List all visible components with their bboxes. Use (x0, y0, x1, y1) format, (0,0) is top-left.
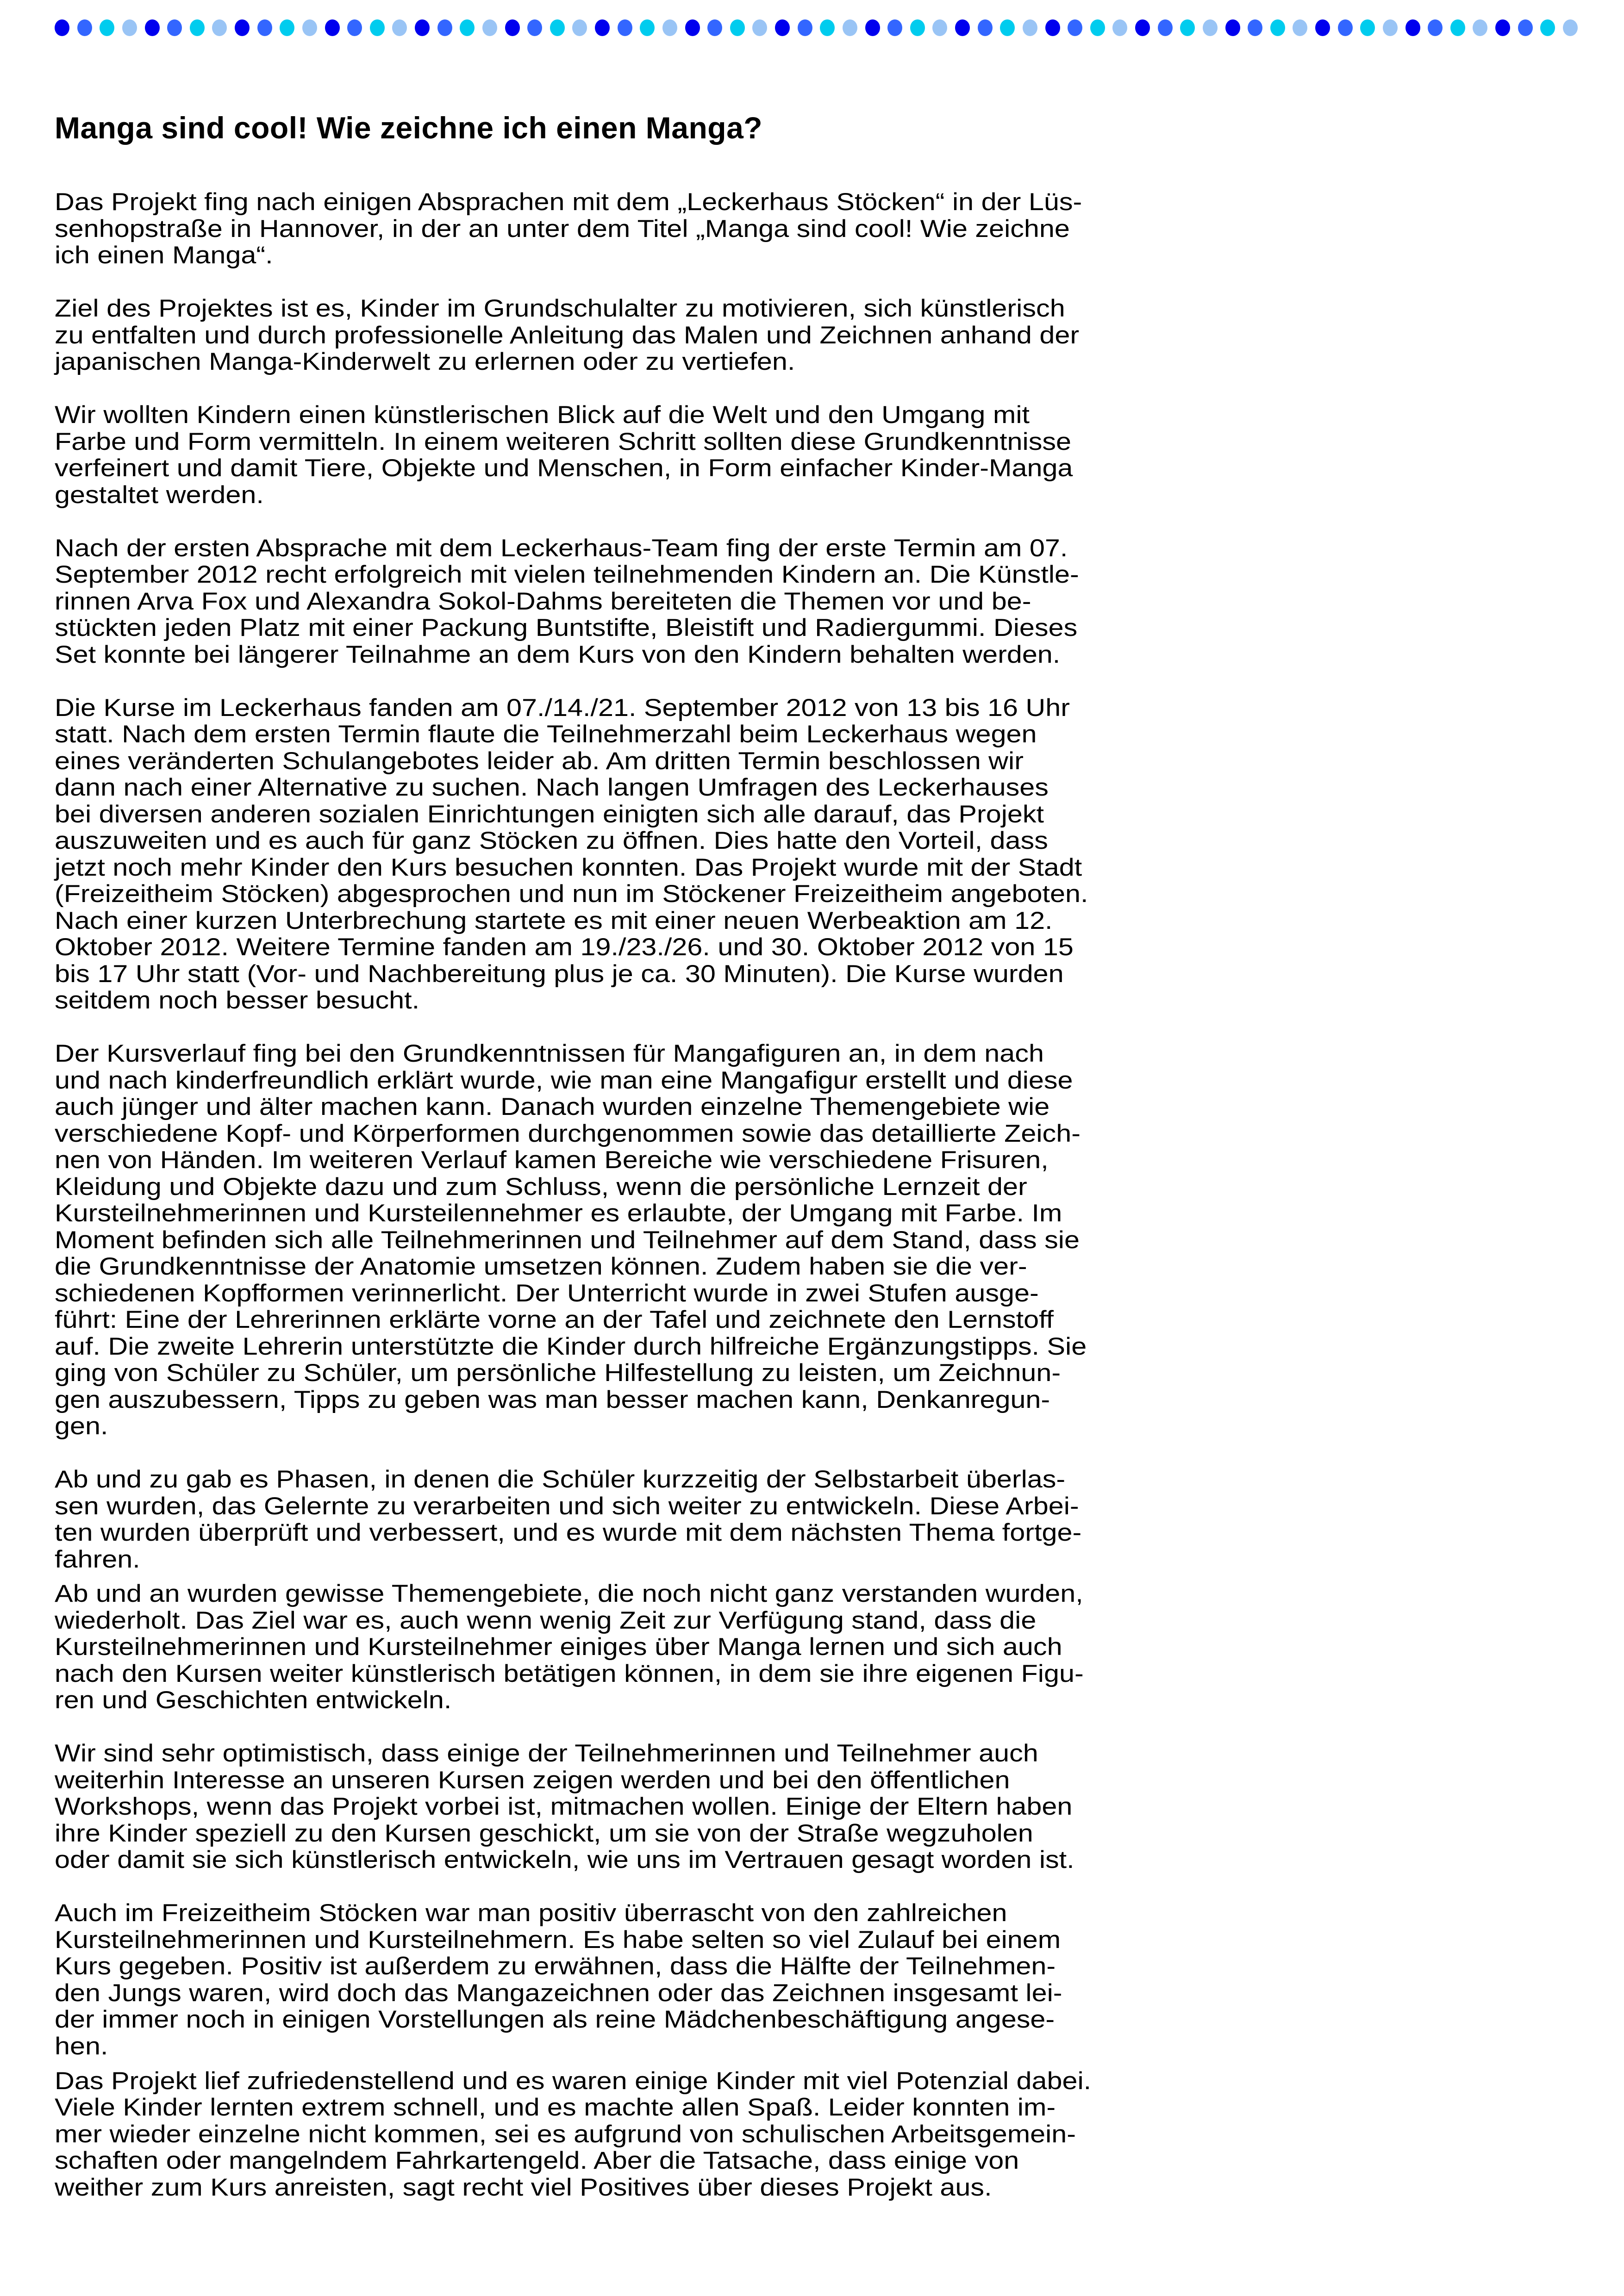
text-line: nach den Kursen weiter künstlerisch betätigen können, in dem sie ihre eigenen Figu- (55, 1660, 1084, 1687)
paragraph (55, 189, 1592, 269)
decorative-dot (1270, 19, 1285, 36)
decorative-dot (1000, 19, 1015, 36)
text-line: die Grundkenntnisse der Anatomie umsetzen können. Zudem haben sie die ver- (55, 1253, 1027, 1280)
paragraph (55, 1040, 1592, 1440)
text-line: Viele Kinder lernten extrem schnell, und es machte allen Spaß. Leider konnten im- (55, 2094, 1056, 2121)
paragraph (55, 1900, 1592, 2060)
text-line: sen wurden, das Gelernte zu verarbeiten und sich weiter zu entwickeln. Diese Arbei- (55, 1492, 1079, 1520)
text-line: zu entfalten und durch professionelle Anleitung das Malen und Zeichnen anhand der (55, 321, 1080, 349)
decorative-dot (865, 19, 880, 36)
paragraph (55, 535, 1592, 668)
text-line: stückten jeden Platz mit einer Packung Buntstifte, Bleistift und Radiergummi. Dieses (55, 614, 1078, 641)
decorative-dot (1473, 19, 1487, 36)
text-line: fahren. (55, 1545, 140, 1573)
decorative-dot (820, 19, 835, 36)
decorative-dot (100, 19, 114, 36)
text-line: gen auszubessern, Tipps zu geben was man besser machen kann, Denkanregun- (55, 1386, 1050, 1413)
text-line: Ziel des Projektes ist es, Kinder im Grundschulalter zu motivieren, sich künstlerisch (55, 295, 1065, 322)
decorative-dot (527, 19, 542, 36)
decorative-dot (685, 19, 700, 36)
text-line: den Jungs waren, wird doch das Mangazeichnen oder das Zeichnen insgesamt lei- (55, 1979, 1062, 2007)
decorative-dot (932, 19, 947, 36)
text-line: nen von Händen. Im weiteren Verlauf kamen Bereiche wie verschiedene Frisuren, (55, 1146, 1049, 1174)
decorative-dot (1540, 19, 1555, 36)
text-line: Kleidung und Objekte dazu und zum Schluss, wenn die persönliche Lernzeit der (55, 1173, 1027, 1201)
text-line: wiederholt. Das Ziel war es, auch wenn wenig Zeit zur Verfügung stand, dass die (55, 1606, 1037, 1634)
decorative-dot (1135, 19, 1150, 36)
decorative-dot (843, 19, 857, 36)
text-line: und nach kinderfreundlich erklärt wurde, wie man eine Mangafigur erstellt und diese (55, 1066, 1073, 1094)
text-line: auszuweiten und es auch für ganz Stöcken zu öffnen. Dies hatte den Vorteil, dass (55, 827, 1048, 854)
text-line: Der Kursverlauf fing bei den Grundkenntnissen für Mangafiguren an, in dem nach (55, 1040, 1044, 1067)
text-line: Workshops, wenn das Projekt vorbei ist, mitmachen wollen. Einige der Eltern haben (55, 1793, 1073, 1821)
text-line: ich einen Manga“. (55, 242, 273, 269)
text-line: Kursteilnehmerinnen und Kursteilnehmern. Es habe selten so viel Zulauf bei einem (55, 1926, 1061, 1954)
text-line: Ab und zu gab es Phasen, in denen die Schüler kurzzeitig der Selbstarbeit überlas- (55, 1466, 1066, 1493)
text-line: Kursteilnehmerinnen und Kursteilennehmer es erlaubte, der Umgang mit Farbe. Im (55, 1200, 1062, 1227)
decorative-dot (1338, 19, 1353, 36)
decorative-dot (1068, 19, 1082, 36)
decorative-dot (190, 19, 205, 36)
text-line: Kurs gegeben. Positiv ist außerdem zu erwähnen, dass die Hälfte der Teilnehmen- (55, 1953, 1056, 1980)
text-line: Das Projekt fing nach einigen Absprachen mit dem „Leckerhaus Stöcken“ in der Lüs- (55, 188, 1082, 216)
paragraph (55, 402, 1592, 508)
text-line: Oktober 2012. Weitere Termine fanden am 19./23./26. und 30. Oktober 2012 von 15 (55, 933, 1074, 961)
decorative-dot (55, 19, 69, 36)
text-line: oder damit sie sich künstlerisch entwickeln, wie uns im Vertrauen gesagt worden ist. (55, 1846, 1074, 1874)
decorative-dot (257, 19, 272, 36)
paragraph (55, 1740, 1592, 1873)
decorative-dot (437, 19, 452, 36)
text-line: bis 17 Uhr statt (Vor- und Nachbereitung plus je ca. 30 Minuten). Die Kurse wurden (55, 960, 1064, 988)
text-line: rinnen Arva Fox und Alexandra Sokol-Dahms bereiteten die Themen vor und be- (55, 587, 1031, 615)
decorative-dot (618, 19, 632, 36)
decorative-dot (77, 19, 92, 36)
text-line: (Freizeitheim Stöcken) abgesprochen und nun im Stöckener Freizeitheim angeboten. (55, 880, 1088, 908)
text-line: schiedenen Kopfformen verinnerlicht. Der Unterricht wurde in zwei Stufen ausge- (55, 1279, 1039, 1307)
decorative-dot (978, 19, 993, 36)
text-line: Auch im Freizeitheim Stöcken war man positiv überrascht von den zahlreichen (55, 1899, 1007, 1927)
page-title: Manga sind cool! Wie zeichne ich einen Manga? (55, 111, 763, 145)
decorative-dot (415, 19, 430, 36)
decorative-dot (1158, 19, 1173, 36)
paragraph (55, 695, 1592, 1014)
decorative-dot-divider (55, 19, 1578, 37)
decorative-dot (392, 19, 407, 36)
decorative-dot (1450, 19, 1465, 36)
decorative-dot (707, 19, 722, 36)
text-line: hen. (55, 2032, 108, 2060)
text-line: September 2012 recht erfolgreich mit vielen teilnehmenden Kindern an. Die Künstle- (55, 561, 1079, 588)
decorative-dot (752, 19, 767, 36)
text-line: gestaltet werden. (55, 481, 264, 509)
decorative-dot (1023, 19, 1037, 36)
text-line: weiterhin Interesse an unseren Kursen zeigen werden und bei den öffentlichen (55, 1766, 1010, 1794)
decorative-dot (1203, 19, 1218, 36)
text-line: mer wieder einzelne nicht kommen, sei es aufgrund von schulischen Arbeitsgemein- (55, 2120, 1076, 2148)
text-line: Nach einer kurzen Unterbrechung startete es mit einer neuen Werbeaktion am 12. (55, 907, 1053, 934)
decorative-dot (212, 19, 227, 36)
decorative-dot (1495, 19, 1510, 36)
text-line: der immer noch in einigen Vorstellungen als reine Mädchenbeschäftigung angese- (55, 2006, 1055, 2034)
decorative-dot (798, 19, 812, 36)
decorative-dot (1405, 19, 1420, 36)
text-line: auch jünger und älter machen kann. Danach wurden einzelne Themengebiete wie (55, 1093, 1050, 1120)
decorative-dot (280, 19, 294, 36)
text-line: auf. Die zweite Lehrerin unterstützte die Kinder durch hilfreiche Ergänzungstipps. Sie (55, 1332, 1087, 1360)
paragraph (55, 1466, 1592, 1573)
decorative-dot (460, 19, 475, 36)
text-line: jetzt noch mehr Kinder den Kurs besuchen konnten. Das Projekt wurde mit der Stadt (55, 853, 1082, 881)
text-line: weither zum Kurs anreisten, sagt recht viel Positives über dieses Projekt aus. (55, 2173, 992, 2201)
decorative-dot (1518, 19, 1533, 36)
paragraph (55, 2068, 1592, 2201)
decorative-dot (1383, 19, 1398, 36)
decorative-dot (1563, 19, 1578, 36)
text-line: ging von Schüler zu Schüler, um persönliche Hilfestellung zu leisten, um Zeichnun- (55, 1359, 1061, 1387)
decorative-dot (325, 19, 340, 36)
decorative-dot (910, 19, 925, 36)
decorative-dot (1428, 19, 1443, 36)
decorative-dot (572, 19, 587, 36)
decorative-dot (1293, 19, 1307, 36)
decorative-dot (887, 19, 902, 36)
text-line: seitdem noch besser besucht. (55, 987, 420, 1014)
decorative-dot (1180, 19, 1195, 36)
text-line: statt. Nach dem ersten Termin flaute die Teilnehmerzahl beim Leckerhaus wegen (55, 721, 1037, 748)
paragraph (55, 295, 1592, 375)
text-line: ten wurden überprüft und verbessert, und es wurde mit dem nächsten Thema fortge- (55, 1519, 1082, 1546)
text-line: verschiedene Kopf- und Körperformen durchgenommen sowie das detaillierte Zeich- (55, 1120, 1081, 1147)
decorative-dot (505, 19, 520, 36)
decorative-dot (347, 19, 362, 36)
article-body (55, 189, 1592, 2201)
text-line: Farbe und Form vermitteln. In einem weiteren Schritt sollten diese Grundkenntnisse (55, 428, 1072, 455)
decorative-dot (775, 19, 790, 36)
text-line: ihre Kinder speziell zu den Kursen geschickt, um sie von der Straße wegzuholen (55, 1819, 1033, 1847)
text-line: gen. (55, 1412, 108, 1440)
text-line: verfeinert und damit Tiere, Objekte und Menschen, in Form einfacher Kinder-Manga (55, 454, 1073, 482)
decorative-dot (595, 19, 610, 36)
decorative-dot (955, 19, 970, 36)
text-line: ren und Geschichten entwickeln. (55, 1686, 452, 1714)
decorative-dot (1090, 19, 1105, 36)
text-line: dann nach einer Alternative zu suchen. Nach langen Umfragen des Leckerhauses (55, 774, 1049, 801)
text-line: Die Kurse im Leckerhaus fanden am 07./14./21. September 2012 von 13 bis 16 Uhr (55, 694, 1070, 722)
decorative-dot (1112, 19, 1127, 36)
text-line: japanischen Manga-Kinderwelt zu erlernen oder zu vertiefen. (55, 348, 795, 375)
decorative-dot (730, 19, 745, 36)
decorative-dot (1315, 19, 1330, 36)
text-line: Moment befinden sich alle Teilnehmerinnen und Teilnehmer auf dem Stand, dass sie (55, 1226, 1080, 1254)
text-line: Ab und an wurden gewisse Themengebiete, die noch nicht ganz verstanden wurden, (55, 1580, 1083, 1608)
text-line: Kursteilnehmerinnen und Kursteilnehmer einiges über Manga lernen und sich auch (55, 1633, 1062, 1661)
text-line: Wir sind sehr optimistisch, dass einige der Teilnehmerinnen und Teilnehmer auch (55, 1740, 1038, 1767)
decorative-dot (1360, 19, 1375, 36)
decorative-dot (167, 19, 182, 36)
decorative-dot (550, 19, 565, 36)
paragraph (55, 1580, 1592, 1714)
decorative-dot (302, 19, 317, 36)
decorative-dot (482, 19, 497, 36)
decorative-dot (1045, 19, 1060, 36)
text-line: eines veränderten Schulangebotes leider ab. Am dritten Termin beschlossen wir (55, 747, 1024, 775)
decorative-dot (1225, 19, 1240, 36)
text-line: Set konnte bei längerer Teilnahme an dem Kurs von den Kindern behalten werden. (55, 641, 1061, 668)
decorative-dot (122, 19, 137, 36)
text-line: bei diversen anderen sozialen Einrichtungen einigten sich alle darauf, das Projekt (55, 800, 1044, 828)
text-line: führt: Eine der Lehrerinnen erklärte vorne an der Tafel und zeichnete den Lernstoff (55, 1306, 1054, 1333)
decorative-dot (1248, 19, 1262, 36)
text-line: senhopstraße in Hannover, in der an unter dem Titel „Manga sind cool! Wie zeichne (55, 215, 1070, 243)
decorative-dot (662, 19, 677, 36)
decorative-dot (640, 19, 655, 36)
text-line: Das Projekt lief zufriedenstellend und es waren einige Kinder mit viel Potenzial dabei. (55, 2067, 1092, 2095)
decorative-dot (145, 19, 160, 36)
text-line: schaften oder mangelndem Fahrkartengeld. Aber die Tatsache, dass einige von (55, 2147, 1019, 2174)
text-line: Wir wollten Kindern einen künstlerischen Blick auf die Welt und den Umgang mit (55, 401, 1030, 429)
decorative-dot (235, 19, 250, 36)
decorative-dot (370, 19, 385, 36)
text-line: Nach der ersten Absprache mit dem Leckerhaus-Team fing der erste Termin am 07. (55, 534, 1068, 562)
